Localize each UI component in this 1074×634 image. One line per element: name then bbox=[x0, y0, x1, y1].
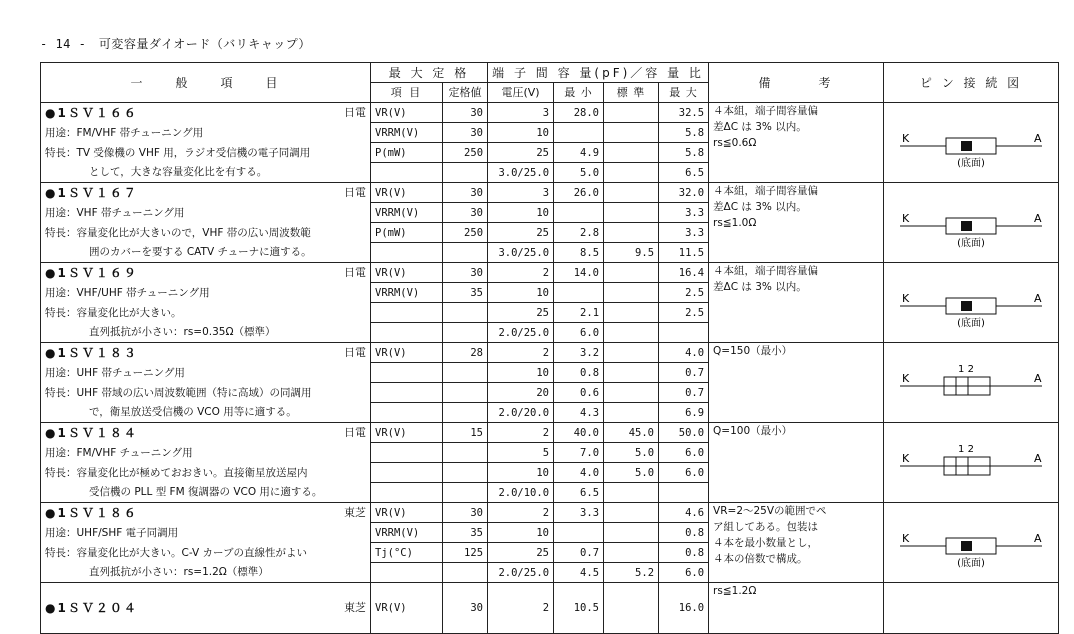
device-name: ●1ＳＶ１８６ bbox=[45, 505, 138, 520]
pin-k-label: K bbox=[902, 131, 910, 145]
cap-min: 3.2 bbox=[554, 343, 604, 363]
rating-value bbox=[443, 303, 488, 323]
device-name-cell bbox=[41, 423, 371, 443]
device-name: ●1ＳＶ１６９ bbox=[45, 265, 138, 280]
rating-value: 15 bbox=[443, 423, 488, 443]
device-row bbox=[41, 343, 1059, 363]
cap-min: 4.9 bbox=[554, 143, 604, 163]
cap-min: 4.0 bbox=[554, 463, 604, 483]
cap-voltage: 2 bbox=[488, 583, 554, 634]
rating-item bbox=[371, 163, 443, 183]
pin-number-label: 1 2 bbox=[958, 363, 974, 375]
cap-max: 2.5 bbox=[659, 283, 709, 303]
rating-value: 30 bbox=[443, 203, 488, 223]
pin-k-label: K bbox=[902, 371, 910, 385]
device-desc-line: 特長：TV 受像機の VHF 用，ラジオ受信機の電子同調用 bbox=[41, 143, 371, 163]
cap-voltage: 10 bbox=[488, 123, 554, 143]
col-general: 一 般 項 目 bbox=[41, 63, 371, 103]
remarks-cell bbox=[709, 343, 884, 423]
rating-item: VR(V) bbox=[371, 423, 443, 443]
device-desc-line: 直列抵抗が小さい：rs=1.2Ω（標準） bbox=[41, 563, 371, 583]
cap-std bbox=[604, 543, 659, 563]
cap-min: 5.0 bbox=[554, 163, 604, 183]
device-desc-line: 用途：VHF/UHF 帯チューニング用 bbox=[41, 283, 371, 303]
col-remarks: 備 考 bbox=[709, 63, 884, 103]
cap-voltage: 25 bbox=[488, 543, 554, 563]
rating-item bbox=[371, 323, 443, 343]
rating-value: 35 bbox=[443, 283, 488, 303]
cap-voltage: 10 bbox=[488, 463, 554, 483]
rating-item: P(mW) bbox=[371, 223, 443, 243]
pin-cell bbox=[884, 343, 1059, 423]
cap-std bbox=[604, 103, 659, 123]
device-name: ●1ＳＶ１６７ bbox=[45, 185, 138, 200]
cap-voltage: 10 bbox=[488, 363, 554, 383]
cap-std bbox=[604, 223, 659, 243]
remark-line: ア組してある。包装は bbox=[713, 521, 819, 533]
rating-value bbox=[443, 483, 488, 503]
remark-line: 差ΔC は 3% 以内。 bbox=[713, 281, 807, 293]
pin-k-label: K bbox=[902, 211, 910, 225]
rating-value: 30 bbox=[443, 263, 488, 283]
cap-max: 6.0 bbox=[659, 563, 709, 583]
cap-max: 6.5 bbox=[659, 163, 709, 183]
cap-max: 5.8 bbox=[659, 123, 709, 143]
pin-cell bbox=[884, 183, 1059, 263]
cap-std: 5.2 bbox=[604, 563, 659, 583]
cap-max: 16.0 bbox=[659, 583, 709, 634]
cap-min: 14.0 bbox=[554, 263, 604, 283]
remark-line: 差ΔC は 3% 以内。 bbox=[713, 121, 807, 133]
cap-max: 3.3 bbox=[659, 203, 709, 223]
remark-line: ４本組，端子間容量偏 bbox=[713, 265, 819, 277]
pin-cell bbox=[884, 583, 1059, 634]
cap-min: 2.1 bbox=[554, 303, 604, 323]
device-name-cell bbox=[41, 503, 371, 523]
cap-max bbox=[659, 323, 709, 343]
device-maker: 日電 bbox=[344, 185, 366, 199]
device-row bbox=[41, 503, 1059, 523]
rating-item bbox=[371, 483, 443, 503]
device-desc-line: 囲のカバーを要する CATV チューナに適する。 bbox=[41, 243, 371, 263]
cap-std bbox=[604, 263, 659, 283]
cap-voltage: 3.0/25.0 bbox=[488, 163, 554, 183]
rating-item bbox=[371, 243, 443, 263]
cap-std bbox=[604, 303, 659, 323]
device-name-cell bbox=[41, 103, 371, 123]
pin-a-label: A bbox=[1034, 531, 1042, 545]
rating-item: VR(V) bbox=[371, 183, 443, 203]
cap-min: 4.5 bbox=[554, 563, 604, 583]
cap-std bbox=[604, 363, 659, 383]
cap-max: 6.0 bbox=[659, 463, 709, 483]
cap-voltage: 10 bbox=[488, 283, 554, 303]
device-desc-line: として，大きな容量変化比を有する。 bbox=[41, 163, 371, 183]
cap-max: 0.8 bbox=[659, 523, 709, 543]
cap-max: 4.6 bbox=[659, 503, 709, 523]
cap-voltage: 2.0/10.0 bbox=[488, 483, 554, 503]
cap-voltage: 5 bbox=[488, 443, 554, 463]
cap-std: 9.5 bbox=[604, 243, 659, 263]
pin-a-label: A bbox=[1034, 451, 1042, 465]
rating-value bbox=[443, 363, 488, 383]
pin-a-label: A bbox=[1034, 131, 1042, 145]
cap-min: 0.8 bbox=[554, 363, 604, 383]
cap-voltage: 3 bbox=[488, 183, 554, 203]
cap-min: 7.0 bbox=[554, 443, 604, 463]
cap-std: 5.0 bbox=[604, 463, 659, 483]
cap-max: 3.3 bbox=[659, 223, 709, 243]
device-name: ●1ＳＶ１８３ bbox=[45, 345, 138, 360]
cap-min: 0.7 bbox=[554, 543, 604, 563]
remark-line: Q=150（最小） bbox=[713, 345, 793, 357]
pin-bottom-label: (底面) bbox=[957, 237, 985, 248]
remark-line: ４本組，端子間容量偏 bbox=[713, 105, 819, 117]
cap-voltage: 25 bbox=[488, 303, 554, 323]
cap-min: 4.3 bbox=[554, 403, 604, 423]
remarks-cell bbox=[709, 583, 884, 634]
remark-line: ４本の倍数で構成。 bbox=[713, 553, 808, 565]
device-row bbox=[41, 103, 1059, 123]
cap-voltage: 2 bbox=[488, 503, 554, 523]
col-capacitance: 端 子 間 容 量(pF)／容 量 比 bbox=[488, 63, 709, 83]
rating-value: 30 bbox=[443, 123, 488, 143]
cap-voltage: 2 bbox=[488, 343, 554, 363]
cap-max: 0.7 bbox=[659, 363, 709, 383]
cap-std bbox=[604, 203, 659, 223]
varicap-table bbox=[40, 62, 1059, 634]
cap-max: 0.8 bbox=[659, 543, 709, 563]
cap-voltage: 3 bbox=[488, 103, 554, 123]
cap-voltage: 10 bbox=[488, 203, 554, 223]
rating-value bbox=[443, 383, 488, 403]
remark-line: VR=2～25Vの範囲でペ bbox=[713, 505, 827, 517]
cap-min: 8.5 bbox=[554, 243, 604, 263]
pin-diagram-2 bbox=[896, 278, 1046, 328]
device-maker: 日電 bbox=[344, 425, 366, 439]
cap-std bbox=[604, 583, 659, 634]
cap-min: 0.6 bbox=[554, 383, 604, 403]
remark-line: ４本を最小数量とし， bbox=[713, 537, 819, 549]
device-maker: 日電 bbox=[344, 105, 366, 119]
cap-std bbox=[604, 483, 659, 503]
cap-min bbox=[554, 523, 604, 543]
remarks-cell bbox=[709, 263, 884, 343]
device-desc-line: 用途：VHF 帯チューニング用 bbox=[41, 203, 371, 223]
device-desc-line: 用途：FM/VHF 帯チューニング用 bbox=[41, 123, 371, 143]
rating-item: VRRM(V) bbox=[371, 283, 443, 303]
rating-value bbox=[443, 563, 488, 583]
rating-value: 35 bbox=[443, 523, 488, 543]
cap-std bbox=[604, 123, 659, 143]
rating-item bbox=[371, 443, 443, 463]
device-desc-line: 特長：容量変化比が大きい。C-V カーブの直線性がよい bbox=[41, 543, 371, 563]
cap-voltage: 25 bbox=[488, 143, 554, 163]
remarks-cell bbox=[709, 503, 884, 583]
remark-line: rs≦0.6Ω bbox=[713, 137, 757, 149]
pin-diagram-1 bbox=[896, 198, 1046, 248]
remark-line: 差ΔC は 3% 以内。 bbox=[713, 201, 807, 213]
remark-line: rs≦1.0Ω bbox=[713, 217, 757, 229]
cap-min: 3.3 bbox=[554, 503, 604, 523]
rating-item: VRRM(V) bbox=[371, 203, 443, 223]
rating-item: VRRM(V) bbox=[371, 123, 443, 143]
cap-std bbox=[604, 523, 659, 543]
device-desc-line: 受信機の PLL 型 FM 復調器の VCO 用に適する。 bbox=[41, 483, 371, 503]
rating-value bbox=[443, 323, 488, 343]
col-voltage: 電圧(V) bbox=[488, 83, 554, 103]
device-row bbox=[41, 183, 1059, 203]
device-desc-line: 特長：容量変化比が大きいので，VHF 帯の広い周波数範 bbox=[41, 223, 371, 243]
col-min: 最 小 bbox=[554, 83, 604, 103]
cap-voltage: 25 bbox=[488, 223, 554, 243]
rating-value: 28 bbox=[443, 343, 488, 363]
device-desc-line: 特長：UHF 帯域の広い周波数範囲（特に高域）の同調用 bbox=[41, 383, 371, 403]
col-pin: ピ ン 接 続 図 bbox=[884, 63, 1059, 103]
rating-value: 30 bbox=[443, 103, 488, 123]
pin-cell bbox=[884, 423, 1059, 503]
cap-std bbox=[604, 143, 659, 163]
cap-voltage: 3.0/25.0 bbox=[488, 243, 554, 263]
cap-min: 28.0 bbox=[554, 103, 604, 123]
rating-value bbox=[443, 163, 488, 183]
cap-max: 0.7 bbox=[659, 383, 709, 403]
remark-line: ４本組，端子間容量偏 bbox=[713, 185, 819, 197]
cap-std: 45.0 bbox=[604, 423, 659, 443]
cap-min: 6.5 bbox=[554, 483, 604, 503]
rating-item bbox=[371, 463, 443, 483]
device-maker: 東芝 bbox=[344, 601, 366, 614]
pin-bottom-label: (底面) bbox=[957, 157, 985, 168]
cap-std bbox=[604, 343, 659, 363]
device-desc-line: で，衛星放送受信機の VCO 用等に適する。 bbox=[41, 403, 371, 423]
pin-bottom-label: (底面) bbox=[957, 317, 985, 328]
page-header: - 14 - 可変容量ダイオード（バリキャップ） bbox=[40, 37, 311, 51]
device-maker: 東芝 bbox=[344, 505, 366, 519]
cap-min bbox=[554, 123, 604, 143]
pin-cell bbox=[884, 503, 1059, 583]
rating-value: 30 bbox=[443, 183, 488, 203]
rating-item: VRRM(V) bbox=[371, 523, 443, 543]
pin-bottom-label: (底面) bbox=[957, 557, 985, 568]
cap-max: 6.9 bbox=[659, 403, 709, 423]
remark-line: Q=100（最小） bbox=[713, 425, 793, 437]
pin-cell bbox=[884, 103, 1059, 183]
cap-voltage: 20 bbox=[488, 383, 554, 403]
pin-a-label: A bbox=[1034, 291, 1042, 305]
cap-voltage: 2.0/20.0 bbox=[488, 403, 554, 423]
cap-min: 2.8 bbox=[554, 223, 604, 243]
rating-value bbox=[443, 443, 488, 463]
rating-value: 125 bbox=[443, 543, 488, 563]
cap-voltage: 10 bbox=[488, 523, 554, 543]
device-desc-line: 用途：UHF 帯チューニング用 bbox=[41, 363, 371, 383]
pin-a-label: A bbox=[1034, 211, 1042, 225]
device-name: ●1ＳＶ１６６ bbox=[45, 105, 138, 120]
cap-voltage: 2 bbox=[488, 423, 554, 443]
cap-std bbox=[604, 503, 659, 523]
rating-item: VR(V) bbox=[371, 583, 443, 634]
col-max: 最 大 bbox=[659, 83, 709, 103]
device-name-cell bbox=[41, 263, 371, 283]
cap-min bbox=[554, 203, 604, 223]
rating-value: 250 bbox=[443, 143, 488, 163]
cap-max bbox=[659, 483, 709, 503]
cap-max: 32.0 bbox=[659, 183, 709, 203]
cap-std bbox=[604, 283, 659, 303]
remarks-cell bbox=[709, 423, 884, 503]
device-desc-line: 特長：容量変化比が大きい。 bbox=[41, 303, 371, 323]
pin-k-label: K bbox=[902, 531, 910, 545]
rating-item: P(mW) bbox=[371, 143, 443, 163]
device-maker: 日電 bbox=[344, 345, 366, 359]
cap-max: 50.0 bbox=[659, 423, 709, 443]
cap-min: 26.0 bbox=[554, 183, 604, 203]
device-desc-line: 用途：UHF/SHF 電子同調用 bbox=[41, 523, 371, 543]
cap-voltage: 2.0/25.0 bbox=[488, 563, 554, 583]
pin-cell bbox=[884, 263, 1059, 343]
device-name-cell bbox=[41, 583, 371, 634]
cap-min: 40.0 bbox=[554, 423, 604, 443]
device-desc-line: 直列抵抗が小さい：rs=0.35Ω（標準） bbox=[41, 323, 371, 343]
cap-max: 5.8 bbox=[659, 143, 709, 163]
device-maker: 日電 bbox=[344, 265, 366, 279]
device-desc-line: 用途：FM/VHF チューニング用 bbox=[41, 443, 371, 463]
remarks-cell bbox=[709, 183, 884, 263]
cap-std: 5.0 bbox=[604, 443, 659, 463]
cap-std bbox=[604, 383, 659, 403]
pin-k-label: K bbox=[902, 291, 910, 305]
cap-max: 32.5 bbox=[659, 103, 709, 123]
rating-item: VR(V) bbox=[371, 103, 443, 123]
cap-max: 2.5 bbox=[659, 303, 709, 323]
cap-min: 10.5 bbox=[554, 583, 604, 634]
rating-item: VR(V) bbox=[371, 263, 443, 283]
cap-min bbox=[554, 283, 604, 303]
cap-min: 6.0 bbox=[554, 323, 604, 343]
rating-value bbox=[443, 463, 488, 483]
device-row bbox=[41, 423, 1059, 443]
rating-value bbox=[443, 243, 488, 263]
pin-diagram-5 bbox=[896, 518, 1046, 568]
device-name: ●1ＳＶ２０４ bbox=[45, 601, 138, 615]
remarks-cell bbox=[709, 103, 884, 183]
cap-voltage: 2.0/25.0 bbox=[488, 323, 554, 343]
device-name: ●1ＳＶ１８４ bbox=[45, 425, 138, 440]
cap-max: 11.5 bbox=[659, 243, 709, 263]
rating-value: 30 bbox=[443, 503, 488, 523]
cap-std bbox=[604, 403, 659, 423]
rating-value: 30 bbox=[443, 583, 488, 634]
rating-item bbox=[371, 383, 443, 403]
cap-max: 4.0 bbox=[659, 343, 709, 363]
col-rated: 定格値 bbox=[443, 83, 488, 103]
cap-voltage: 2 bbox=[488, 263, 554, 283]
cap-max: 16.4 bbox=[659, 263, 709, 283]
pin-number-label: 1 2 bbox=[958, 443, 974, 455]
remark-line: rs≦1.2Ω bbox=[713, 585, 757, 597]
cap-std bbox=[604, 183, 659, 203]
col-std: 標 準 bbox=[604, 83, 659, 103]
col-max-rating: 最 大 定 格 bbox=[371, 63, 488, 83]
rating-item bbox=[371, 303, 443, 323]
col-item: 項 目 bbox=[371, 83, 443, 103]
rating-item bbox=[371, 363, 443, 383]
rating-item: VR(V) bbox=[371, 503, 443, 523]
rating-item bbox=[371, 403, 443, 423]
pin-k-label: K bbox=[902, 451, 910, 465]
cap-std bbox=[604, 323, 659, 343]
rating-value bbox=[443, 403, 488, 423]
pin-diagram-4 bbox=[896, 438, 1046, 488]
rating-item: Tj(°C) bbox=[371, 543, 443, 563]
device-name-cell bbox=[41, 343, 371, 363]
pin-diagram-6 bbox=[896, 583, 1046, 633]
pin-a-label: A bbox=[1034, 371, 1042, 385]
rating-value: 250 bbox=[443, 223, 488, 243]
device-desc-line: 特長：容量変化比が極めておおきい。直接衛星放送屋内 bbox=[41, 463, 371, 483]
cap-max: 6.0 bbox=[659, 443, 709, 463]
rating-item bbox=[371, 563, 443, 583]
rating-item: VR(V) bbox=[371, 343, 443, 363]
device-row bbox=[41, 583, 1059, 634]
cap-std bbox=[604, 163, 659, 183]
device-row bbox=[41, 263, 1059, 283]
pin-diagram-3 bbox=[896, 358, 1046, 408]
device-name-cell bbox=[41, 183, 371, 203]
pin-diagram-0 bbox=[896, 118, 1046, 168]
